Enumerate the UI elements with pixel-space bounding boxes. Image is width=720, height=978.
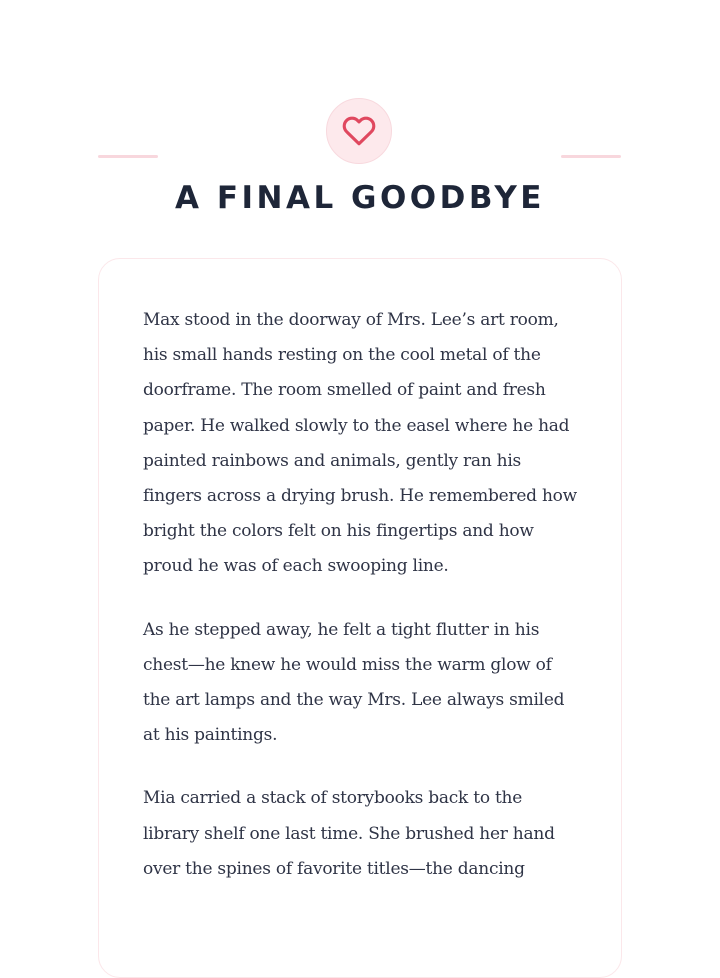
decorative-rule-left xyxy=(98,155,158,158)
heart-icon xyxy=(342,114,376,148)
heart-badge xyxy=(326,98,392,164)
story-paragraph-3: Mia carried a stack of storybooks back to the library shelf one last time. She brushed her hand over the spines of favorite titles—the dancing xyxy=(143,788,555,879)
story-header xyxy=(0,0,720,240)
story-card xyxy=(98,258,622,978)
story-paragraph-2: As he stepped away, he felt a tight flutter in his chest—he knew he would miss the warm glow of the art lamps and the way Mrs. Lee always smiled at his paintings. xyxy=(143,619,565,746)
decorative-rule-right xyxy=(561,155,621,158)
page-title: A FINAL GOODBYE xyxy=(175,180,545,216)
story-paragraph-1: Max stood in the doorway of Mrs. Lee’s art room, his small hands resting on the cool metal of the doorframe. The room smelled of paint and fresh paper. He walked slowly to the easel where he had painted rainbows and animals, gently ran his fingers across a drying brush. He remembered how bright the colors felt on his fingertips and how proud he was of each swooping line. xyxy=(143,310,577,577)
